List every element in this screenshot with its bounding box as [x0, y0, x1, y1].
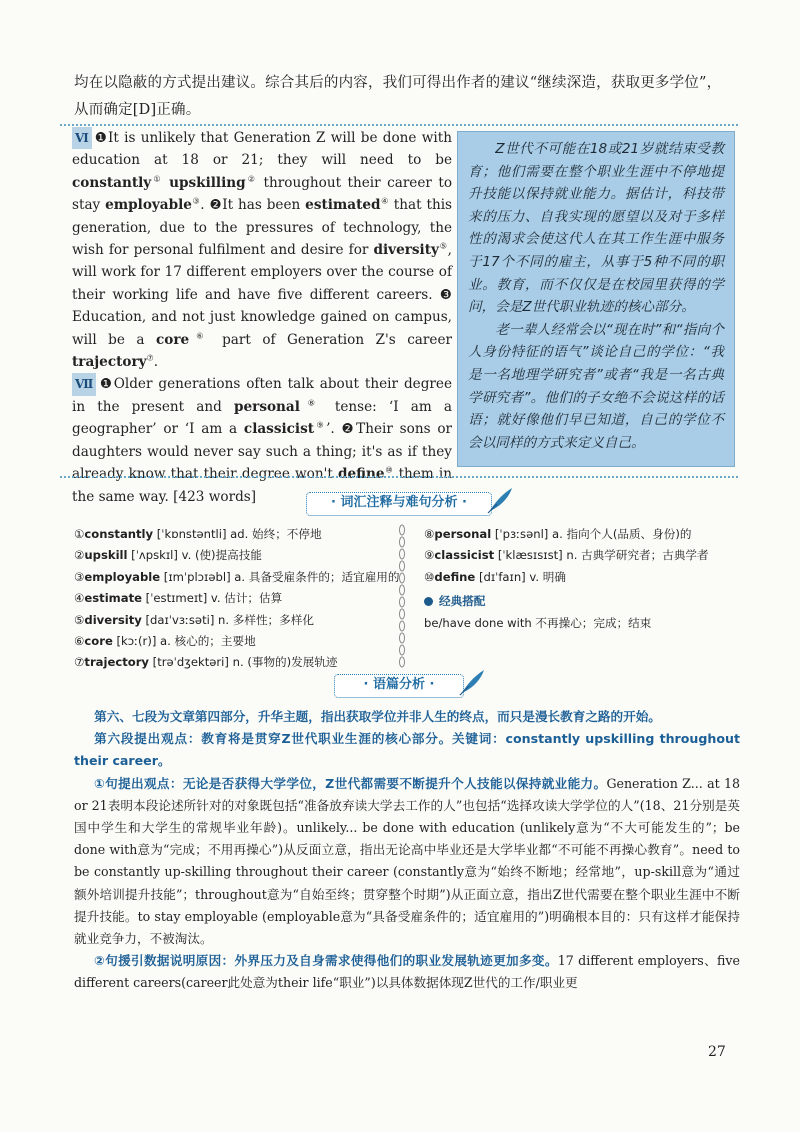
keyword-classicist: classicist	[243, 421, 315, 438]
vocab-section-heading: · 词汇注释与难句分析 ·	[306, 492, 492, 516]
translation-paragraph-6: Z世代不可能在18或21岁就结束受教育；他们需要在整个职业生涯中不停地提升技能以保持就业能力。据估计，科技带来的压力、自我实现的愿望以及对于多样性的渴求会使这代人在其工作生涯中服务于17个不同的雇主，从事于5种不同的职业。教育，而不仅仅是在校园里获得的学问，会是Z世代职业轨迹的核心部分。	[468, 141, 724, 316]
collocation-heading: 经典搭配	[424, 591, 740, 612]
translation-box	[457, 131, 735, 467]
keyword-estimated: estimated	[305, 197, 381, 214]
vocab-item: ⑩define [dɪˈfaɪn] v. 明确	[424, 569, 566, 584]
vocab-item: ①constantly [ˈkɒnstəntli] ad. 始终；不停地	[74, 527, 322, 541]
analysis-summary: 第六、七段为文章第四部分，升华主题，指出获取学位并非人生的终点，而只是漫长教育之路的开始。	[94, 709, 661, 724]
keyword-personal: personal	[234, 398, 300, 415]
vocab-item: ⑨classicist [ˈklæsɪsɪst] n. 古典学研究者；古典学者	[424, 548, 709, 563]
keyword-diversity: diversity	[373, 242, 439, 259]
keyword-core: core	[155, 331, 190, 348]
paragraph-7: Ⅶ ❶Older generations often talk about their degree in the present and personal⑧ tense: ‘I am a geographer’ or ‘I am a classicist⑨’. ❷Their sons or daughters would never say such a thing; it's as if they already know that their degree won't define⑩ them in the same way. [423 words]	[72, 373, 452, 507]
analysis-sentence-2: ②句援引数据说明原因：外界压力及自身需求使得他们的职业发展轨迹更加多变。17 different employers、five different careers(career此处意为their life“职业”)以具体数据体现Z世代的工作/职业更	[74, 953, 740, 991]
paragraph-6: Ⅵ ❶It is unlikely that Generation Z will be done with education at 18 or 21; they will need to be constantly① upskilling② throughout their career to stay employable③. ❷It has been estimated④ that this generation, due to the pressures of technology, the wish for personal fulfilment and desire for diversity⑤, will work for 17 different employers over the course of their working life and have five different careers. ❸ Education, and not just knowledge gained on campus, will be a core⑥ part of Generation Z's career trajectory⑦.	[72, 127, 452, 373]
keyword-upskilling: upskilling	[169, 174, 246, 191]
middle-divider	[60, 476, 738, 478]
quill-icon	[457, 667, 487, 697]
discourse-analysis	[74, 706, 740, 995]
vocab-item: ⑦trajectory [trəˈdʒektəri] n. (事物的)发展轨迹	[74, 655, 338, 670]
quill-icon	[485, 485, 515, 515]
vocab-item: ⑧personal [ˈpɜːsənl] a. 指向个人(品质、身份)的	[424, 527, 692, 541]
top-divider	[60, 124, 738, 126]
translation-paragraph-7: 老一辈人经常会以“现在时”和“指向个人身份特征的语气”谈论自己的学位：“我是一名地理学研究者”或者“我是一名古典学研究者”。他们的子女绝不会说这样的话语；就好像他们早已知道，自己的学位不会以同样的方式来定义自己。	[468, 321, 724, 451]
page-number: 27	[708, 1044, 726, 1060]
keyword-define: define	[337, 466, 385, 483]
analysis-sentence-1: ①句提出观点：无论是否获得大学学位，Z世代都需要不断提升个人技能以保持就业能力。Generation Z... at 18 or 21表明本段论述所针对的对象既包括“准备放弃读大学去工作的人”也包括“选择攻读大学学位的人”(18、21分别是英国中学生和大学生的常规毕业年龄)。unlikely... be done with education (unlikely意为“不大可能发生的”；be done with意为“完成；不用再操心”)从反面立意，指出无论高中毕业还是大学毕业都“不可能不再操心教育”。need to be constantly up-skilling throughout their career (constantly意为“始终不断地；经常地”，up-skill意为“通过额外培训提升技能”；throughout意为“自始至终；贯穿整个时期”)从正面立意，指出Z世代需要在整个职业生涯中不断提升技能。to stay employable (employable意为“具备受雇条件的；适宜雇用的”)明确根本目的：只有这样才能保持就业竞争力，不被淘汰。	[74, 775, 741, 947]
analysis-section-heading: · 语篇分析 ·	[334, 674, 464, 698]
keyword-trajectory: trajectory	[72, 354, 147, 371]
keyword-constantly: constantly	[72, 174, 152, 191]
collocation-text: be/have done with 不再操心；完成；结束	[424, 615, 652, 630]
vocab-item: ⑤diversity [daɪˈvɜːsəti] n. 多样性；多样化	[74, 612, 314, 627]
vocab-item: ③employable [ɪmˈplɔɪəbl] a. 具备受雇条件的；适宜雇用的	[74, 569, 400, 584]
english-passage	[72, 127, 452, 508]
keyword-employable: employable	[105, 197, 192, 214]
chain-divider	[398, 524, 406, 672]
vocab-item: ②upskill [ˈʌpskɪl] v. (使)提高技能	[74, 548, 262, 563]
intro-paragraph: 均在以隐蔽的方式提出建议。综合其后的内容，我们可得出作者的建议“继续深造，获取更多学位”，从而确定[D]正确。	[74, 75, 722, 118]
analysis-paragraph-6-view: 第六段提出观点：教育将是贯穿Z世代职业生涯的核心部分。关键词：constantly upskilling throughout their career。	[74, 731, 740, 769]
paragraph-7-marker: Ⅶ	[72, 373, 96, 395]
vocab-list-left	[74, 524, 400, 674]
paragraph-6-marker: Ⅵ	[72, 127, 92, 149]
bullet-icon	[424, 597, 433, 606]
vocab-item: ④estimate [ˈestɪmeɪt] v. 估计；估算	[74, 591, 283, 606]
vocab-item: ⑥core [kɔː(r)] a. 核心的；主要地	[74, 634, 256, 649]
vocab-list-right	[424, 524, 740, 634]
